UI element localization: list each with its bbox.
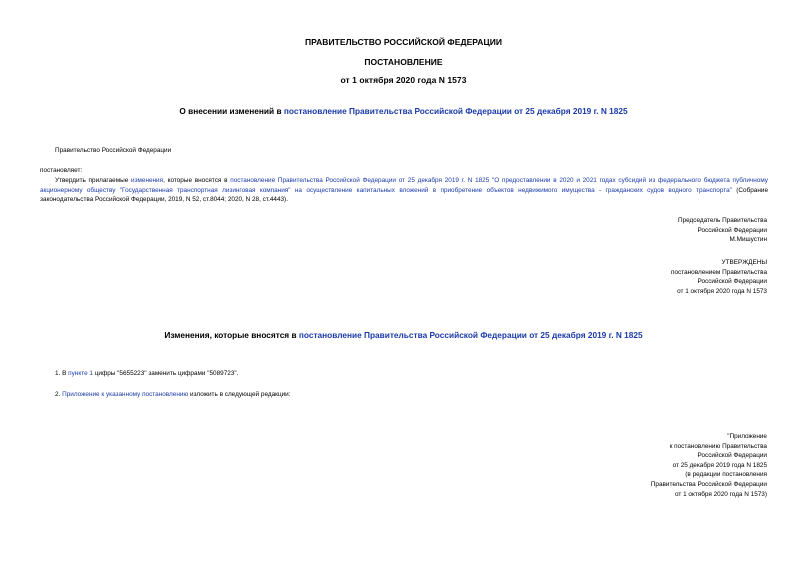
signature-block xyxy=(567,216,767,245)
item-2-link[interactable]: Приложение к указанному постановлению xyxy=(62,391,189,398)
appendix-line-4: от 25 декабря 2019 года N 1825 xyxy=(672,461,767,469)
changes-title-link[interactable]: постановление Правительства Российской Федерации от 25 декабря 2019 г. N 1825 xyxy=(298,330,643,340)
changes-title-prefix: Изменения, которые вносятся в xyxy=(164,330,299,340)
resolution-link[interactable]: постановление Правительства Российской Федерации от 25 декабря 2019 г. N 1825 "О предоставлении в 2020 и 2021 годах субсидий из федерального бюджета публичному акционерному обществу "Государственная транспортная лизинговая компания" на осуществление капитальных вложений в приобретение объектов недвижимого имущества - гражданских судов водного транспорта" xyxy=(40,177,768,194)
body-text-1: Утвердить прилагаемые xyxy=(55,177,131,184)
item-2-text: изложить в следующей редакции: xyxy=(188,391,291,398)
title-link[interactable]: постановление Правительства Российской Федерации от 25 декабря 2019 г. N 1825 xyxy=(283,106,628,116)
body-paragraph xyxy=(40,176,768,205)
approved-line-2: постановлением Правительства xyxy=(671,268,767,276)
appendix-line-3: Российской Федерации xyxy=(697,452,767,460)
item-1 xyxy=(55,369,238,379)
body-text-3: (Собрание законодательства Российской Федерации, 2019, N 52, ст.8044; 2020, N 28, ст.4443). xyxy=(40,186,769,204)
approved-block xyxy=(567,258,767,296)
signature-line-1: Председатель Правительства xyxy=(678,217,767,224)
issuer: Правительство Российской Федерации xyxy=(55,147,172,154)
signature-line-2: Российской Федерации xyxy=(697,226,767,234)
appendix-line-5: (в редакции постановления xyxy=(685,471,767,479)
title-prefix: О внесении изменений в xyxy=(179,106,284,116)
item-2 xyxy=(55,390,291,400)
body-text-2: , которые вносятся в xyxy=(163,177,231,184)
item-1-text: цифры "5655223" заменить цифрами "5089723". xyxy=(92,370,239,377)
item-1-prefix: 1. В xyxy=(55,370,69,377)
approved-line-1: УТВЕРЖДЕНЫ xyxy=(721,259,767,266)
changes-link[interactable]: изменения xyxy=(131,177,164,184)
decides: постановляет: xyxy=(40,167,83,174)
doc-date-number: от 1 октября 2020 года N 1573 xyxy=(340,75,467,85)
item-1-link[interactable]: пункте 1 xyxy=(68,370,93,377)
approved-line-4: от 1 октября 2020 года N 1573 xyxy=(677,287,767,295)
government-heading: ПРАВИТЕЛЬСТВО РОССИЙСКОЙ ФЕДЕРАЦИИ xyxy=(304,37,503,47)
changes-title xyxy=(0,330,807,340)
appendix-line-2: к постановлению Правительства xyxy=(669,442,767,450)
signature-name: М.Мишустин xyxy=(729,236,767,244)
appendix-line-6: Правительства Российской Федерации xyxy=(650,480,767,488)
appendix-line-1: "Приложение xyxy=(727,433,767,440)
appendix-block xyxy=(567,432,767,499)
approved-line-3: Российской Федерации xyxy=(697,278,767,286)
appendix-line-7: от 1 октября 2020 года N 1573) xyxy=(674,490,767,498)
doc-type-heading: ПОСТАНОВЛЕНИЕ xyxy=(364,57,443,67)
document-title xyxy=(0,106,807,116)
item-2-prefix: 2. xyxy=(55,391,63,398)
